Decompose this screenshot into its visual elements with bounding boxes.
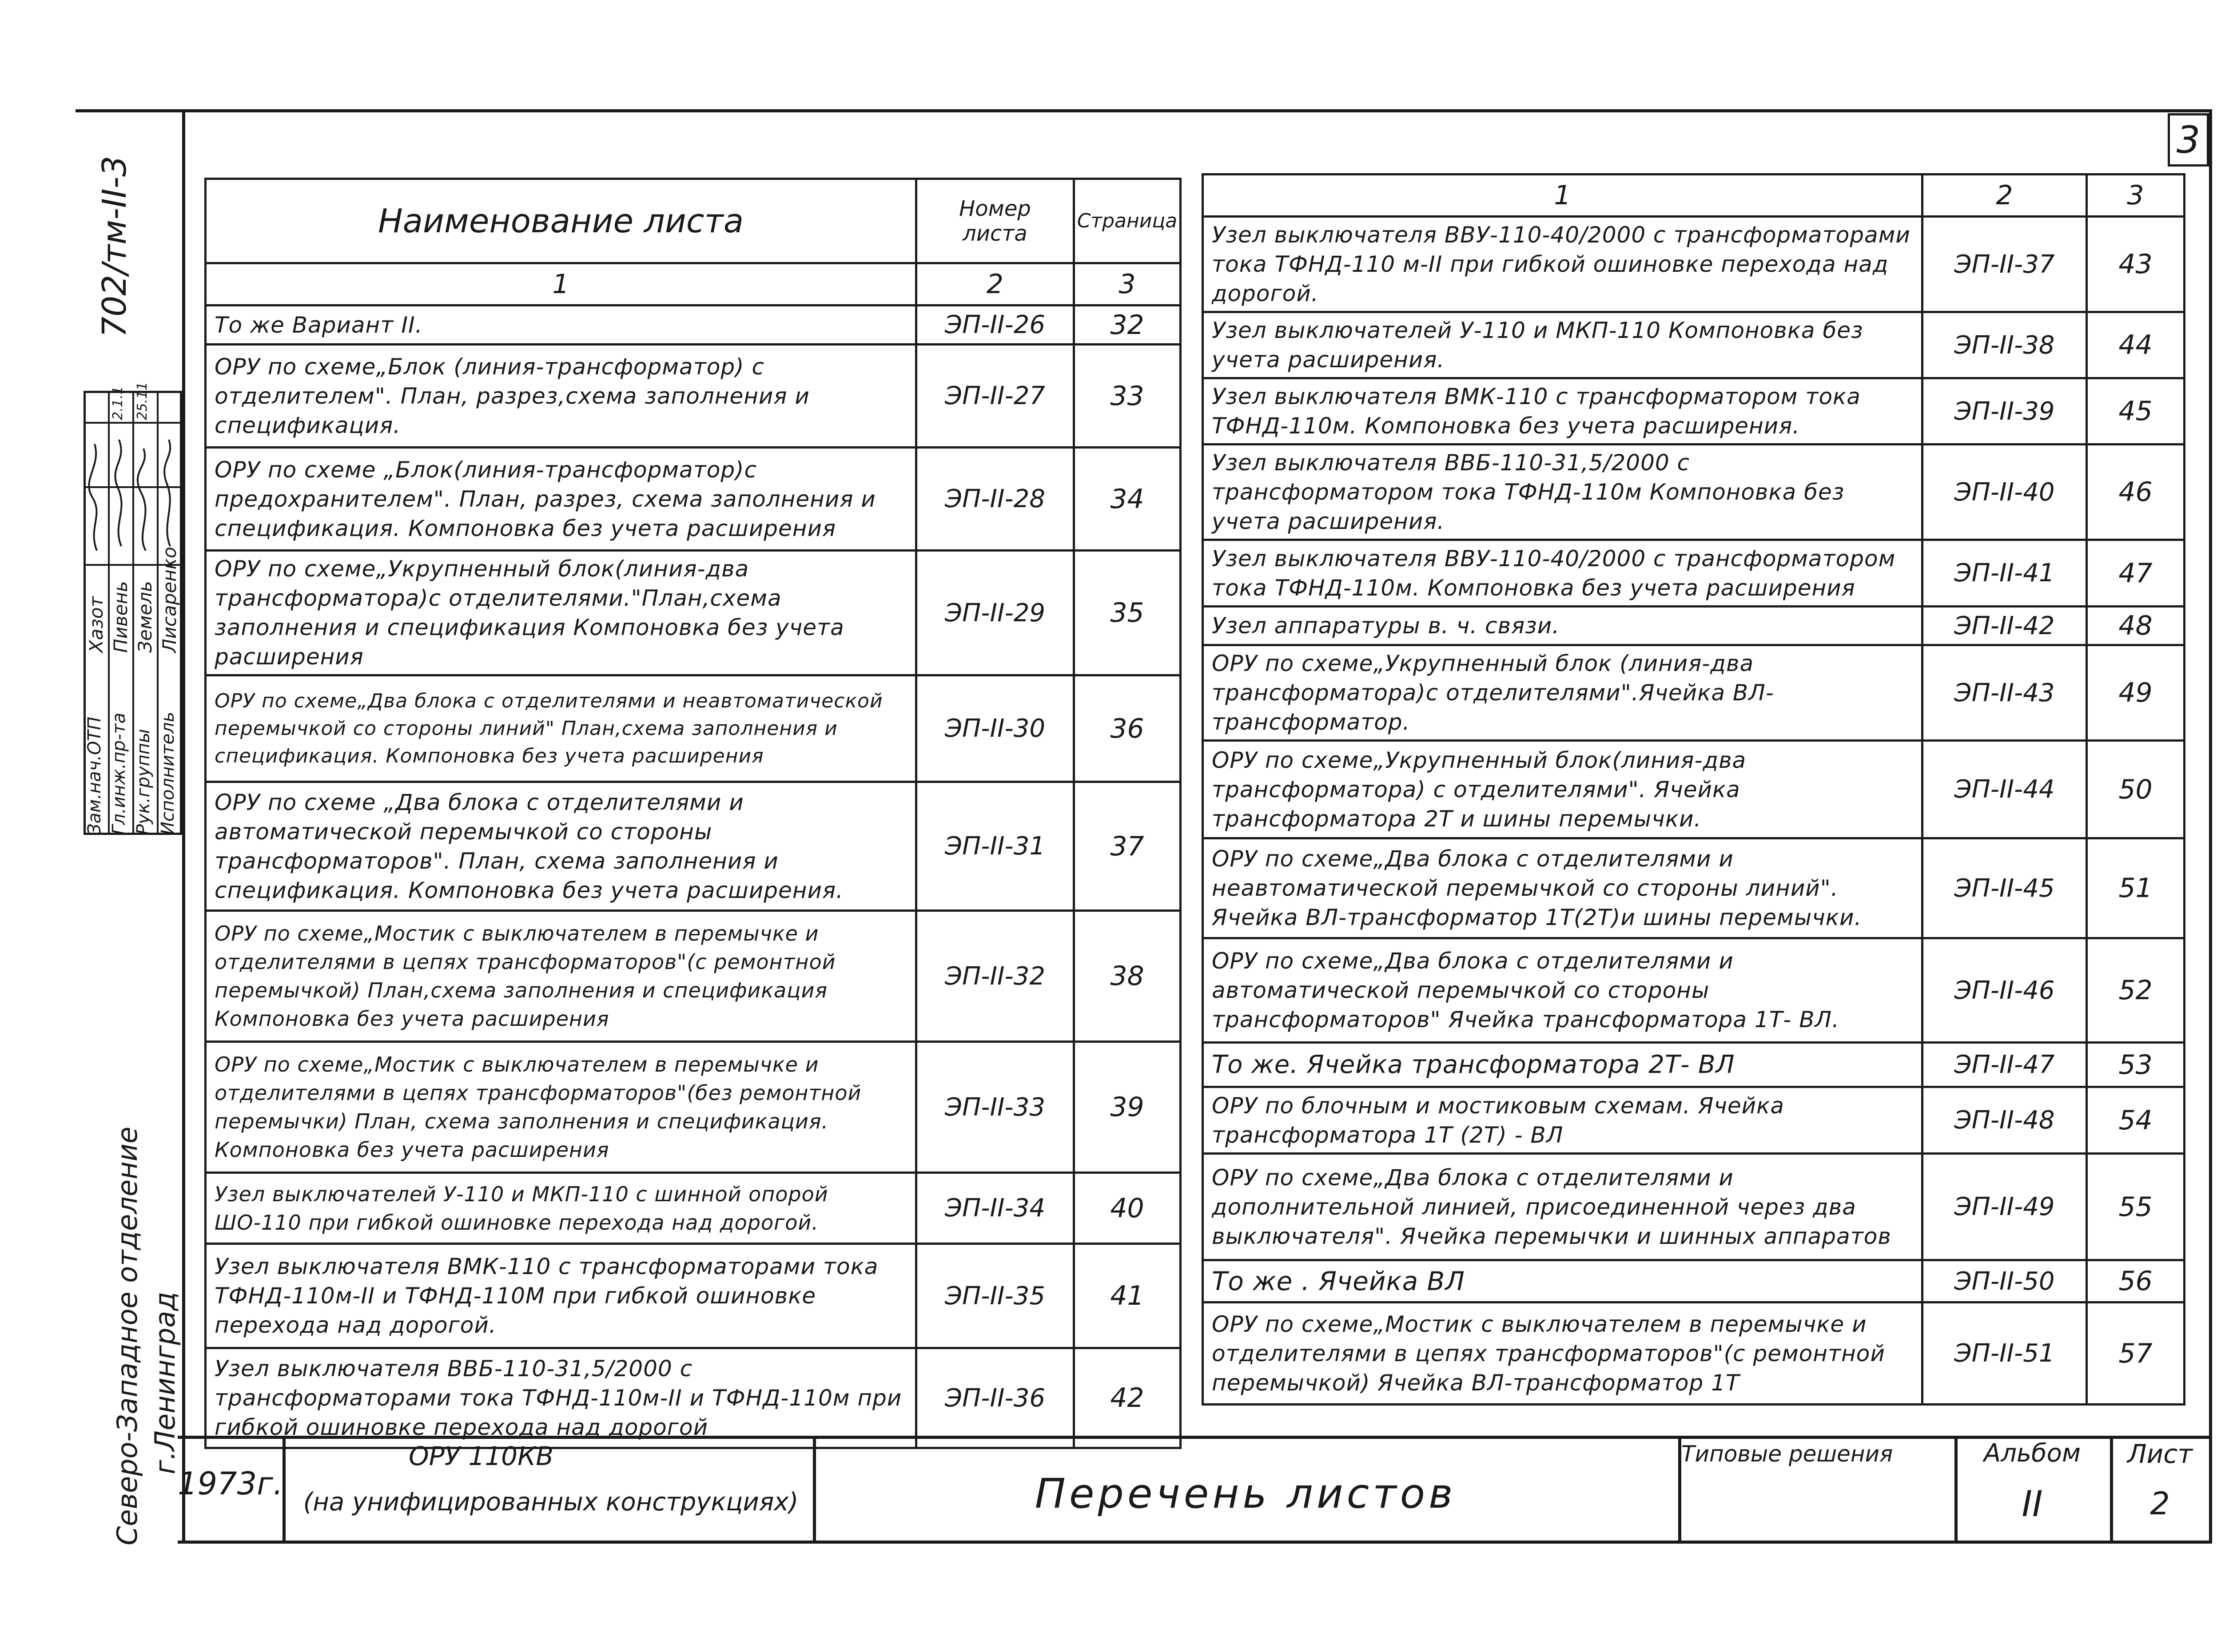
row-sheet-number: ЭП-II-43: [1922, 645, 2087, 741]
row-page: 35: [1074, 551, 1181, 675]
table-row: [1203, 741, 2185, 838]
row-page: 51: [2087, 838, 2185, 938]
row-page: 38: [1074, 911, 1181, 1042]
row-sheet-number: ЭП-II-38: [1922, 312, 2087, 378]
side-org-line2: г.Ленинград: [149, 1291, 181, 1474]
row-sheet-number: ЭП-II-42: [1922, 607, 2087, 645]
title-block-top-line: [178, 1436, 2212, 1439]
row-sheet-number: ЭП-II-39: [1922, 378, 2087, 445]
header-col-index-2: 2: [916, 263, 1074, 306]
row-sheet-number: ЭП-II-51: [1922, 1303, 2087, 1405]
table-row: [1203, 1260, 2185, 1303]
row-name: Узел выключателя ВВУ-110-40/2000 с трансформатором тока ТФНД-110м. Компоновка без учета расширения: [1203, 540, 1922, 607]
header-col-index-1: 1: [1203, 175, 1922, 217]
table-row: [1203, 540, 2185, 607]
title-sheet-name: Перечень листов: [1035, 1470, 1457, 1517]
row-sheet-number: ЭП-II-41: [1922, 540, 2087, 607]
row-page: 33: [1074, 345, 1181, 448]
stamp-date-value: 25.11: [135, 382, 150, 420]
row-page: 49: [2087, 645, 2185, 741]
row-sheet-number: ЭП-II-49: [1922, 1154, 2087, 1260]
row-page: 47: [2087, 540, 2185, 607]
role-2: Гл.инж.пр-та: [109, 712, 129, 835]
row-page: 32: [1074, 306, 1181, 345]
table-row: [206, 911, 1181, 1042]
row-name: ОРУ по схеме„Мостик с выключателем в перемычке и отделителями в цепях трансформаторов"(с ремонтной перемычкой) План,схема заполнения и спецификация Компоновка без учета расширения: [206, 911, 916, 1042]
row-name: Узел выключателя ВВУ-110-40/2000 с трансформаторами тока ТФНД-110 м-II при гибкой ошиновке перехода над дорогой.: [1203, 217, 1922, 312]
row-sheet-number: ЭП-II-34: [916, 1173, 1074, 1244]
row-sheet-number: ЭП-II-31: [916, 782, 1074, 911]
row-sheet-number: ЭП-II-46: [1922, 938, 2087, 1043]
row-name: ОРУ по схеме„Укрупненный блок (линия-два трансформатора)с отделителями".Ячейка ВЛ-трансформатор.: [1203, 645, 1922, 741]
row-page: 44: [2087, 312, 2185, 378]
row-name: ОРУ по схеме„Мостик с выключателем в перемычке и отделителями в цепях трансформаторов"(с ремонтной перемычкой) Ячейка ВЛ-трансформатор 1Т: [1203, 1303, 1922, 1405]
row-name: То же . Ячейка ВЛ: [1203, 1260, 1922, 1303]
row-name: ОРУ по схеме„Блок (линия-трансформатор) с отделителем". План, разрез,схема заполнения и спецификация.: [206, 345, 916, 448]
row-name: ОРУ по блочным и мостиковым схемам. Ячейка трансформатора 1Т (2Т) - ВЛ: [1203, 1087, 1922, 1154]
row-page: 41: [1074, 1244, 1181, 1348]
row-sheet-number: ЭП-II-27: [916, 345, 1074, 448]
row-page: 54: [2087, 1087, 2185, 1154]
row-page: 43: [2087, 217, 2185, 312]
name-1: Хазот: [85, 596, 107, 653]
row-name: ОРУ по схеме„Мостик с выключателем в перемычке и отделителями в цепях трансформаторов"(без ремонтной перемычки) План, схема заполнения и спецификация. Компоновка без учета расширения: [206, 1042, 916, 1173]
frame-bottom-line: [178, 1541, 2212, 1544]
signatures-graphic: [84, 426, 182, 560]
row-sheet-number: ЭП-II-32: [916, 911, 1074, 1042]
row-name: Узел выключателя ВМК-110 с трансформаторами тока ТФНД-110м-II и ТФНД-110М при гибкой ошиновке перехода над дорогой.: [206, 1244, 916, 1348]
corner-sheet-number: 3: [2176, 118, 2201, 162]
row-page: 37: [1074, 782, 1181, 911]
row-name: ОРУ по схеме„Два блока с отделителями и неавтоматической перемычкой со стороны линий" План,схема заполнения и спецификация. Компоновка без учета расширения: [206, 675, 916, 782]
header-page-column: Страница: [1074, 179, 1181, 263]
table-row: [1203, 838, 2185, 938]
table-row: [1203, 445, 2185, 540]
row-name: То же. Ячейка трансформатора 2Т- ВЛ: [1203, 1043, 1922, 1087]
table-row: [206, 1244, 1181, 1348]
row-name: ОРУ по схеме„Два блока с отделителями и дополнительной линией, присоединенной через два выключателя". Ячейка перемычки и шинных аппаратов: [1203, 1154, 1922, 1260]
row-sheet-number: ЭП-II-47: [1922, 1043, 2087, 1087]
title-series-label: Типовые решения: [1681, 1441, 1893, 1467]
title-project-line1: ОРУ 110КВ: [408, 1441, 554, 1471]
row-page: 34: [1074, 448, 1181, 551]
table-row: [1203, 1303, 2185, 1405]
name-4: Лисаренко: [159, 547, 180, 653]
row-page: 39: [1074, 1042, 1181, 1173]
row-name: ОРУ по схеме„Два блока с отделителями и автоматической перемычкой со стороны трансформаторов" Ячейка трансформатора 1Т- ВЛ.: [1203, 938, 1922, 1043]
row-name: Узел выключателя ВВБ-110-31,5/2000 с трансформатором тока ТФНД-110м Компоновка без учета расширения.: [1203, 445, 1922, 540]
table-row: [206, 306, 1181, 345]
row-sheet-number: ЭП-II-36: [916, 1348, 1074, 1448]
table-row: [1203, 645, 2185, 741]
row-page: 57: [2087, 1303, 2185, 1405]
title-year: 1973г.: [178, 1465, 283, 1502]
table-row: [1203, 217, 2185, 312]
table-row: [1203, 1087, 2185, 1154]
table-row: [206, 1173, 1181, 1244]
row-sheet-number: ЭП-II-48: [1922, 1087, 2087, 1154]
title-album-label: Альбом: [1983, 1439, 2081, 1468]
role-4: Исполнитель: [158, 711, 178, 835]
frame-top-line: [76, 109, 2212, 112]
side-approval-stamp: [84, 382, 182, 835]
row-sheet-number: ЭП-II-26: [916, 306, 1074, 345]
row-page: 40: [1074, 1173, 1181, 1244]
left-sheet-list-table: [204, 178, 1182, 1449]
role-1: Зам.нач.ОТП: [84, 716, 105, 835]
stamp-date-header: 2.1.1: [110, 386, 126, 420]
row-sheet-number: ЭП-II-40: [1922, 445, 2087, 540]
row-name: ОРУ по схеме„Два блока с отделителями и неавтоматической перемычкой со стороны линий". Ячейка ВЛ-трансформатор 1Т(2Т)и шины перемычки.: [1203, 838, 1922, 938]
name-3: Земель: [134, 581, 156, 653]
table-row: [206, 782, 1181, 911]
row-page: 42: [1074, 1348, 1181, 1448]
row-sheet-number: ЭП-II-37: [1922, 217, 2087, 312]
row-name: ОРУ по схеме„Укрупненный блок(линия-два трансформатора) с отделителями". Ячейка трансформатора 2Т и шины перемычки.: [1203, 741, 1922, 838]
row-sheet-number: ЭП-II-50: [1922, 1260, 2087, 1303]
row-sheet-number: ЭП-II-30: [916, 675, 1074, 782]
row-name: ОРУ по схеме„Укрупненный блок(линия-два трансформатора)с отделителями."План,схема заполнения и спецификация Компоновка без учета расширения: [206, 551, 916, 675]
table-row: [1203, 378, 2185, 445]
header-number-column: Номер листа: [916, 179, 1074, 263]
title-project-line2: (на унифицированных конструкциях): [303, 1488, 799, 1517]
table-row: [206, 448, 1181, 551]
header-col-index-1: 1: [206, 263, 916, 306]
frame-right-line: [2209, 109, 2212, 1544]
table-row: [1203, 938, 2185, 1043]
frame-left-line: [182, 109, 185, 1544]
side-document-code: 702/тм-II-3: [96, 155, 134, 338]
row-page: 45: [2087, 378, 2185, 445]
title-sheet-value: 2: [2150, 1485, 2170, 1522]
row-page: 56: [2087, 1260, 2185, 1303]
table-row: [1203, 1043, 2185, 1087]
row-page: 46: [2087, 445, 2185, 540]
row-name: ОРУ по схеме „Два блока с отделителями и автоматической перемычкой со стороны трансформаторов". План, схема заполнения и спецификация. Компоновка без учета расширения.: [206, 782, 916, 911]
row-sheet-number: ЭП-II-28: [916, 448, 1074, 551]
row-sheet-number: ЭП-II-33: [916, 1042, 1074, 1173]
row-page: 55: [2087, 1154, 2185, 1260]
table-row: [1203, 312, 2185, 378]
title-album-value: II: [2022, 1483, 2043, 1525]
side-org-line1: Северо-Западное отделение: [111, 1126, 143, 1545]
row-page: 53: [2087, 1043, 2185, 1087]
row-name: Узел аппаратуры в. ч. связи.: [1203, 607, 1922, 645]
row-sheet-number: ЭП-II-29: [916, 551, 1074, 675]
row-page: 48: [2087, 607, 2185, 645]
name-2: Пивень: [110, 581, 131, 653]
right-sheet-list-table: [1202, 173, 2185, 1406]
header-col-index-3: 3: [2087, 175, 2185, 217]
header-name-column: Наименование листа: [206, 179, 916, 263]
row-name: Узел выключателей У-110 и МКП-110 с шинной опорой ШО-110 при гибкой ошиновке перехода над дорогой.: [206, 1173, 916, 1244]
row-name: Узел выключателя ВВБ-110-31,5/2000 с трансформаторами тока ТФНД-110м-II и ТФНД-110м при гибкой ошиновке перехода над дорогой: [206, 1348, 916, 1448]
row-name: То же Вариант II.: [206, 306, 916, 345]
corner-number-box: [2168, 113, 2209, 167]
row-page: 50: [2087, 741, 2185, 838]
header-col-index-2: 2: [1922, 175, 2087, 217]
row-name: ОРУ по схеме „Блок(линия-трансформатор)с предохранителем". План, разрез, схема заполнения и спецификация. Компоновка без учета расширения: [206, 448, 916, 551]
row-name: Узел выключателей У-110 и МКП-110 Компоновка без учета расширения.: [1203, 312, 1922, 378]
row-sheet-number: ЭП-II-45: [1922, 838, 2087, 938]
row-page: 36: [1074, 675, 1181, 782]
row-sheet-number: ЭП-II-44: [1922, 741, 2087, 838]
row-sheet-number: ЭП-II-35: [916, 1244, 1074, 1348]
table-row: [1203, 1154, 2185, 1260]
table-row: [206, 1042, 1181, 1173]
table-row: [206, 551, 1181, 675]
row-name: Узел выключателя ВМК-110 с трансформатором тока ТФНД-110м. Компоновка без учета расширения.: [1203, 378, 1922, 445]
table-row: [206, 675, 1181, 782]
title-sheet-label: Лист: [2127, 1439, 2193, 1469]
row-page: 52: [2087, 938, 2185, 1043]
table-row: [206, 345, 1181, 448]
header-col-index-3: 3: [1074, 263, 1181, 306]
title-block-divider-3: [1678, 1436, 1681, 1542]
table-row: [206, 1348, 1181, 1448]
table-row: [1203, 607, 2185, 645]
role-3: Рук.группы: [133, 729, 154, 835]
